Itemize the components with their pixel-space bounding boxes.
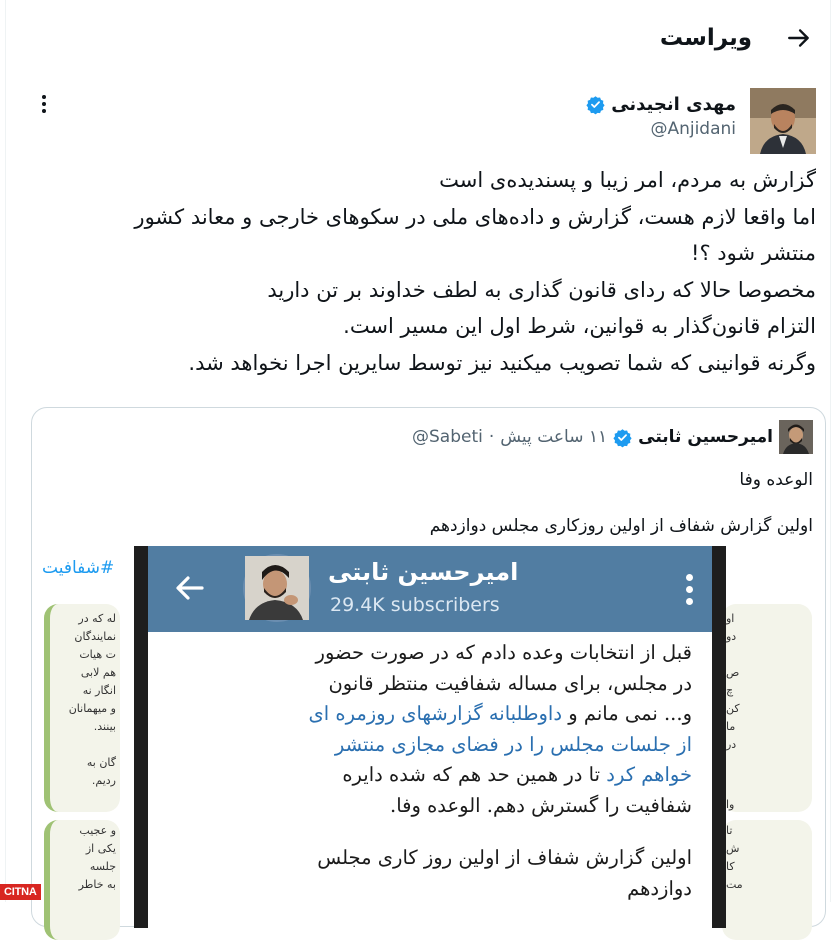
message-link: داوطلبانه گزارشهای روزمره ای (308, 702, 563, 725)
author-handle[interactable]: @Anjidani (650, 119, 736, 139)
side-card-text: کن (726, 702, 740, 715)
header (6, 0, 830, 76)
side-card-text: و میهمانان (68, 702, 116, 715)
side-card-text: له که در (78, 612, 116, 625)
quoted-tweet-header (412, 420, 813, 454)
message-line: قبل از انتخابات وعده دادم که در صورت حضور (315, 641, 692, 664)
author-display-name[interactable]: مهدی انجیدنی (611, 94, 736, 115)
verified-badge-icon (586, 95, 605, 114)
side-card-text: چ (726, 684, 734, 697)
side-card-text: ص (726, 666, 740, 679)
telegram-message (148, 634, 712, 928)
page-title: ویراست (659, 25, 752, 51)
side-card-left-bottom (44, 820, 120, 940)
side-card-text: کا (726, 860, 735, 873)
quoted-time: ۱۱ ساعت پیش (500, 427, 608, 447)
arrow-right-icon (786, 25, 812, 51)
side-card-right-top (722, 604, 812, 812)
tweet-line: مخصوصا حالا که ردای قانون گذاری به لطف خداوند بر تن دارید (267, 277, 816, 302)
quoted-display-name: امیرحسین ثابتی (638, 427, 773, 447)
tweet-line: اما واقعا لازم هست، گزارش و داده‌های ملی در سکوهای خارجی و معاند کشور (134, 204, 816, 229)
message-link: خواهم کرد (606, 763, 692, 786)
message-text: و... نمی مانم و (562, 702, 692, 725)
message-line: شفافیت را گسترش دهم. الوعده وفا. (390, 793, 692, 817)
more-options-button[interactable] (32, 92, 56, 116)
hashtag-link[interactable]: #شفافیت (42, 558, 115, 578)
tweet-detail-panel (5, 0, 831, 902)
quoted-handle: @Sabeti (411, 427, 483, 447)
quoted-text-line: اولین گزارش شفاف از اولین روزکاری مجلس دوازدهم (429, 516, 813, 536)
side-card-text: ردیم. (91, 774, 116, 787)
message-line (168, 699, 692, 730)
side-card-text: گان به (86, 756, 116, 769)
side-card-text: هم لابی (80, 666, 116, 679)
side-card-text: به خاطر (78, 878, 116, 891)
side-card-left-top (44, 604, 120, 812)
side-card-text: یکی از (85, 842, 116, 855)
side-card-text: وا (726, 798, 735, 811)
watermark-logo: CITNA (0, 884, 41, 900)
side-card-text: مت (726, 878, 743, 891)
tweet-line: التزام قانون‌گذار به قوانین، شرط اول این مسیر است. (343, 314, 816, 338)
side-card-text: در (726, 738, 737, 751)
side-card-text: نمایندگان (74, 630, 116, 643)
telegram-header (148, 546, 712, 632)
telegram-channel-name: امیرحسین ثابتی (328, 558, 519, 586)
side-card-text: ش (726, 842, 740, 855)
meta-separator: · (488, 427, 495, 447)
telegram-subscribers: 29.4K subscribers (330, 594, 500, 616)
message-link: از جلسات مجلس را در فضای مجازی منتشر (334, 732, 692, 756)
back-button[interactable] (782, 21, 816, 55)
side-card-text: ت هیات (79, 648, 116, 661)
verified-badge-icon (613, 428, 632, 447)
tweet-line: وگرنه قوانینی که شما تصویب میکنید نیز توسط سایرین اجرا نخواهد شد. (188, 350, 816, 375)
author-block (586, 88, 816, 154)
quoted-avatar (779, 420, 813, 454)
tweet-line: گزارش به مردم، امر زیبا و پسندیده‌ی است (439, 168, 816, 192)
message-line: اولین گزارش شفاف از اولین روز کاری مجلس (317, 846, 692, 869)
side-card-text: ما (726, 720, 736, 733)
avatar-image (750, 88, 816, 154)
avatar[interactable] (750, 88, 816, 154)
more-vertical-icon (686, 574, 694, 605)
message-text: تا در همین حد هم که شده دایره (342, 763, 607, 786)
message-line: در مجلس، برای مساله شفافیت منتظر قانون (328, 671, 692, 695)
quoted-meta (412, 427, 607, 447)
side-card-text: انگار نه (82, 684, 116, 697)
side-card-text: دو (726, 630, 737, 643)
arrow-left-icon (170, 568, 210, 608)
side-card-text: تا (726, 824, 733, 837)
telegram-channel-avatar (243, 554, 311, 622)
tweet-line: منتشر شود ؟! (691, 241, 816, 265)
side-card-right-bottom (722, 798, 812, 940)
side-card-text: بینند. (93, 720, 116, 733)
quoted-text-line: الوعده وفا (739, 470, 813, 490)
message-line: دوازدهم (627, 876, 692, 900)
side-card-text: او (726, 612, 735, 625)
quoted-tweet-card[interactable] (31, 407, 826, 927)
side-card-text: جلسه (89, 860, 116, 873)
telegram-screenshot[interactable] (134, 546, 726, 928)
tweet-text (46, 162, 816, 381)
message-line (168, 760, 692, 791)
side-card-text: و عجیب (79, 824, 116, 837)
